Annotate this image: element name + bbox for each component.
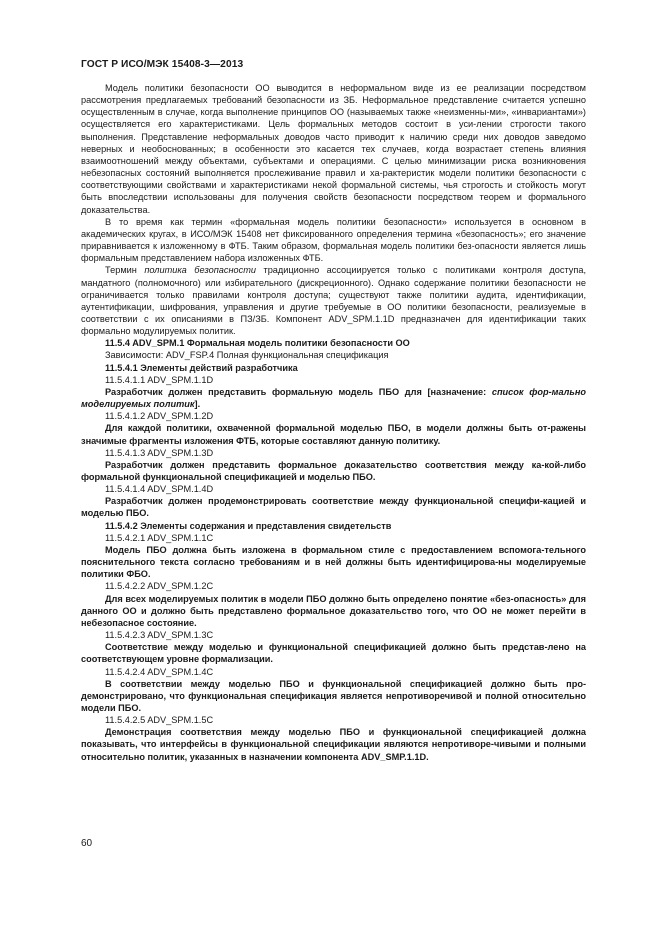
paragraph-security-policy [81,264,586,337]
paragraph-formal-model: Модель политики безопасности ОО выводится в неформальном виде из ее реализации посредством рассмотрения предлагаемых требований безопасности из ЗБ. Неформальное представление считается успешно осуществленным в случае, когда выполнение принципов ОО (называемых также «неизменны-ми», «инвариантами») осуществляется его характеристиками. Цель формальных методов состоит в уси-лении строгости такого выполнения. Представление неформальных доводов часто приводит к наличию среди них доводов заведомо неверных и необоснованных; в особенности это касается тех случаев, когда возрастает степень влияния взаимоотношений между объектами, субъектами и операциями. С целью минимизации риска возникновения небезопасных состояний выполняется прослеживание правил и ха-рактеристик модели политики безопасности с соответствующими свойствами и характеристиками некой формальной системы, чья строгость и стойкость могут быть впоследствии использованы для получения свойств безопасности посредством теорем и формального доказательства. [81,83,586,215]
element-text: Демонстрация соответствия между моделью ПБО и функциональной спецификацией должна показывать, что интерфейсы в функциональной спецификации являются непротиворе-чивыми и полными относительно политик, указанных в назначении компонента ADV_SMP.1.1D. [81,727,586,762]
paragraph-term-definition: В то время как термин «формальная модель политики безопасности» используется в основном в академических кругах, в ИСО/МЭК 15408 нет фиксированного определения термина «безопасность»; его значение приравнивается к изложенному в ФТБ. Таким образом, формальная модель политики без-опасности является лишь формальным представлением набора изложенных ФТБ. [81,216,586,264]
element-id: 11.5.4.2.2 ADV_SPM.1.2C [105,581,214,592]
element-id: 11.5.4.1.4 ADV_SPM.1.4D [105,484,214,495]
document-header: ГОСТ Р ИСО/МЭК 15408-3—2013 [81,59,244,70]
element-id: 11.5.4.1.3 ADV_SPM.1.3D [105,447,214,458]
italic-assignment: список фор-мально моделируемых политик [81,386,586,410]
text-run: Термин [105,265,145,276]
element-text: Соответствие между моделью и функциональной спецификацией должно быть представ-лено на соответствующем уровне формализации. [81,642,586,665]
element-text: Для всех моделируемых политик в модели ПБО должно быть определено понятие «без-опасность» для данного ОО и должно быть представлено формальное доказательство того, что ОО не может перейти в небезопасное состояние. [81,593,586,628]
page-number: 60 [81,838,93,849]
text-run: традиционно ассоциируется только с политиками контроля доступа, мандатного (полномочного) или избирательного (дискреционного). Однако содержание политики безопасности не ограничивается только правилами контроля доступа; существуют также политики аудита, идентификации, аутентификации, шифрования, управления и другие требуемые в ОО политики безопасности, реализуемые в соответствии с их описаниями в ПЗ/ЗБ. Компонент ADV_SPM.1.1D предназначен для идентификации таких формально модулируемых политик. [81,265,587,337]
subsection-heading-developer: 11.5.4.1 Элементы действий разработчика [105,362,298,373]
italic-term: политика безопасности [144,265,257,276]
element-id: 11.5.4.1.2 ADV_SPM.1.2D [105,411,214,422]
section-heading: 11.5.4 ADV_SPM.1 Формальная модель политики безопасности ОО [105,338,410,349]
element-text: В соответствии между моделью ПБО и функциональной спецификацией должно быть про-демонстрировано, что функциональная спецификация является непротиворечивой и полной относительно модели ПБО. [81,678,586,713]
element-id: 11.5.4.2.5 ADV_SPM.1.5C [105,715,214,726]
element-text: Модель ПБО должна быть изложена в формальном стиле с предоставлением вспомога-тельного пояснительного текста согласно требованиям и в ней должны быть идентифицирова-ны моделируемые политики ФБО. [81,544,586,580]
element-id: 11.5.4.1.1 ADV_SPM.1.1D [105,374,214,385]
dependencies-line: Зависимости: ADV_FSP.4 Полная функциональная спецификация [105,350,389,361]
text-run: Разработчик должен представить формальную модель ПБО для [назначение: [105,386,492,397]
document-body [81,82,586,763]
element-text [81,386,586,410]
element-id: 11.5.4.2.3 ADV_SPM.1.3C [105,630,214,641]
subsection-heading-content: 11.5.4.2 Элементы содержания и представления свидетельств [105,520,392,531]
element-id: 11.5.4.2.1 ADV_SPM.1.1C [105,532,214,543]
element-id: 11.5.4.2.4 ADV_SPM.1.4C [105,666,214,677]
text-run: ]. [194,399,201,410]
element-text: Для каждой политики, охваченной формальной моделью ПБО, в модели должны быть от-ражены значимые фрагменты изложения ФТБ, которые составляют данную политику. [81,423,586,446]
element-text: Разработчик должен продемонстрировать соответствие между функциональной специфи-кацией и моделью ПБО. [81,496,586,519]
element-text: Разработчик должен представить формальное доказательство соответствия между ка-кой-либо формальной функциональной спецификацией и моделью ПБО. [81,459,586,482]
